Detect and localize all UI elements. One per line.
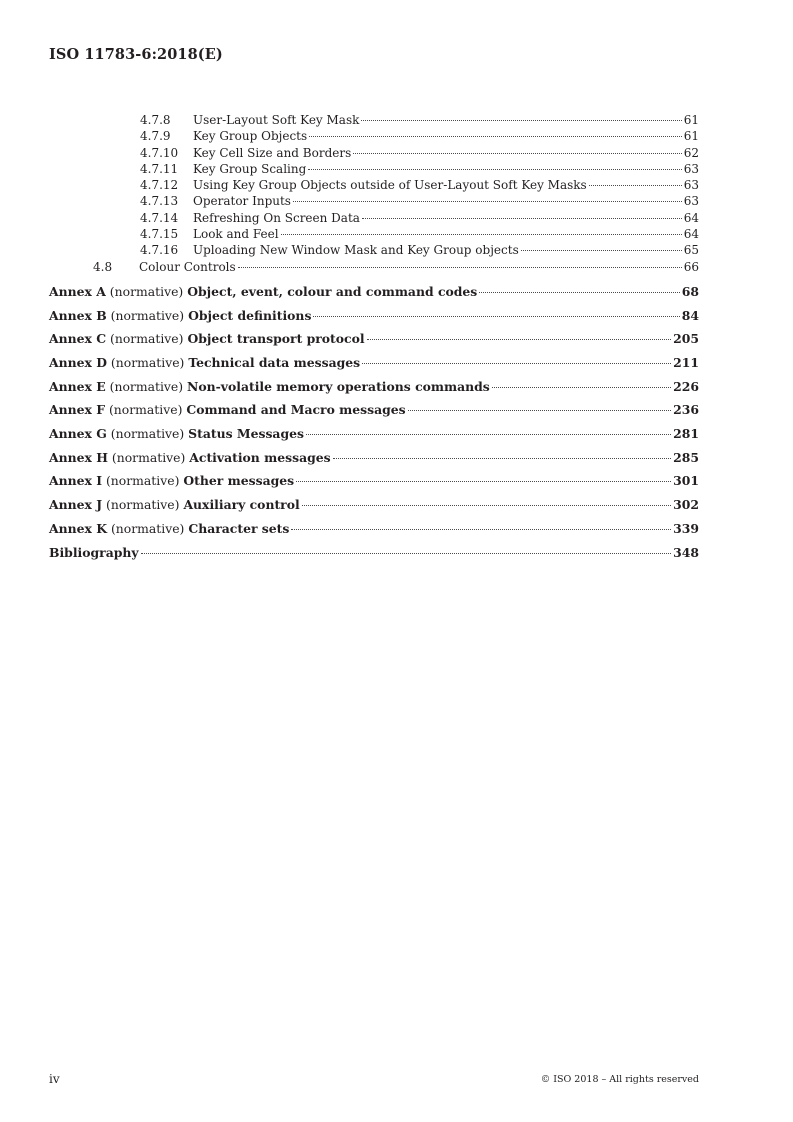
toc-page: 236	[673, 402, 699, 418]
toc-title: Key Group Scaling	[193, 161, 307, 176]
dot-leader	[408, 410, 671, 411]
toc-title: Uploading New Window Mask and Key Group objects	[193, 243, 519, 258]
toc-title: Colour Controls	[139, 259, 236, 274]
dot-leader	[361, 120, 681, 121]
toc-page: 281	[673, 426, 699, 442]
toc-number: 4.7.12	[140, 178, 179, 193]
toc-page: 63	[683, 178, 699, 193]
toc-number: 4.7.14	[140, 210, 179, 225]
annex-type: (normative)	[110, 520, 185, 536]
toc-number: 4.7.8	[140, 113, 171, 127]
dot-leader	[238, 267, 682, 268]
toc-title: Refreshing On Screen Data	[193, 210, 360, 225]
annex-type: (normative)	[110, 307, 185, 323]
toc-annex-k[interactable]	[49, 520, 699, 537]
toc-page: 61	[683, 129, 699, 144]
toc-page: 302	[673, 497, 699, 513]
toc-entry-4-8[interactable]	[49, 259, 699, 275]
toc-annex-g[interactable]	[49, 425, 699, 442]
toc-title: Key Group Objects	[193, 129, 308, 144]
dot-leader	[281, 234, 682, 235]
annex-type: (normative)	[110, 426, 185, 442]
toc-page: 61	[683, 113, 699, 127]
toc-annex-c[interactable]	[49, 330, 699, 347]
annex-label: Annex G	[49, 426, 107, 442]
annex-type: (normative)	[106, 497, 180, 513]
annex-type: (normative)	[109, 283, 184, 299]
annex-title: Auxiliary control	[183, 497, 300, 513]
annex-label: Annex J	[49, 497, 103, 513]
dot-leader	[313, 316, 679, 317]
annex-type: (normative)	[109, 378, 184, 394]
annex-title: Status Messages	[188, 426, 304, 442]
toc-annex-j[interactable]	[49, 496, 699, 513]
dot-leader	[293, 201, 682, 202]
toc-entry-4-7-14[interactable]	[49, 210, 699, 226]
annex-title: Other messages	[183, 473, 295, 489]
annex-title: Object definitions	[188, 307, 312, 323]
annex-type: (normative)	[111, 449, 186, 465]
document-id: ISO 11783-6:2018(E)	[49, 46, 223, 63]
toc-page: 348	[673, 544, 699, 560]
annex-label: Annex F	[49, 402, 106, 418]
toc-number: 4.7.11	[140, 161, 179, 176]
toc-entry-4-7-16[interactable]	[49, 242, 699, 258]
toc-annex-f[interactable]	[49, 401, 699, 418]
toc-page: 285	[673, 449, 699, 465]
toc-annex-e[interactable]	[49, 378, 699, 395]
dot-leader	[362, 363, 671, 364]
toc-entry-4-7-9[interactable]	[49, 128, 699, 144]
toc-page: 64	[683, 210, 699, 225]
dot-leader	[296, 481, 671, 482]
annex-title: Object, event, colour and command codes	[187, 283, 478, 299]
toc-page: 205	[673, 331, 699, 347]
annex-label: Annex C	[49, 331, 107, 347]
toc-annex-i[interactable]	[49, 472, 699, 489]
annex-type: (normative)	[108, 402, 183, 418]
annex-label: Annex K	[49, 520, 107, 536]
toc-page: 226	[673, 378, 699, 394]
toc-page: 63	[683, 161, 699, 176]
toc-page: 62	[683, 145, 699, 160]
dot-leader	[353, 153, 681, 154]
toc-number: 4.8	[93, 259, 113, 274]
dot-leader	[306, 434, 671, 435]
annex-type: (normative)	[110, 355, 185, 371]
toc-annex-h[interactable]	[49, 449, 699, 466]
toc-number: 4.7.9	[140, 129, 171, 144]
annex-label: Annex A	[49, 283, 106, 299]
dot-leader	[479, 292, 679, 293]
toc-number: 4.7.13	[140, 194, 179, 209]
toc-title: User-Layout Soft Key Mask	[193, 113, 360, 127]
annex-title: Activation messages	[189, 449, 331, 465]
dot-leader	[291, 529, 671, 530]
dot-leader	[492, 387, 671, 388]
annex-label: Annex H	[49, 449, 108, 465]
dot-leader	[367, 339, 672, 340]
toc-number: 4.7.10	[140, 145, 179, 160]
toc-page: 84	[681, 307, 699, 323]
toc-page: 211	[673, 355, 699, 371]
toc-title: Using Key Group Objects outside of User-Layout Soft Key Masks	[193, 178, 587, 193]
dot-leader	[141, 553, 672, 554]
toc-bibliography[interactable]	[49, 544, 699, 561]
toc-title: Key Cell Size and Borders	[193, 145, 352, 160]
annex-label: Annex D	[49, 355, 107, 371]
page-number: iv	[49, 1072, 60, 1086]
toc-entry-4-7-12[interactable]	[49, 177, 699, 193]
dot-leader	[333, 458, 671, 459]
annex-title: Non-volatile memory operations commands	[187, 378, 490, 394]
bibliography-title: Bibliography	[49, 544, 139, 560]
toc-page: 65	[683, 243, 699, 258]
dot-leader	[308, 169, 681, 170]
dot-leader	[589, 185, 682, 186]
annex-title: Object transport protocol	[187, 331, 365, 347]
toc-annex-d[interactable]	[49, 354, 699, 371]
annex-label: Annex E	[49, 378, 106, 394]
dot-leader	[302, 505, 671, 506]
annex-title: Command and Macro messages	[186, 402, 406, 418]
toc-page: 66	[683, 259, 699, 274]
toc-number: 4.7.15	[140, 227, 179, 242]
dot-leader	[309, 136, 682, 137]
toc-title: Operator Inputs	[193, 194, 291, 209]
annex-title: Technical data messages	[188, 355, 361, 371]
toc-entry-4-7-8[interactable]	[49, 112, 699, 128]
toc-page: 68	[681, 283, 699, 299]
toc-page: 339	[673, 520, 699, 536]
dot-leader	[362, 218, 682, 219]
toc-entry-4-7-13[interactable]	[49, 193, 699, 209]
toc-title: Look and Feel	[193, 227, 279, 242]
toc-annex-b[interactable]	[49, 307, 699, 324]
toc-page: 64	[683, 227, 699, 242]
annex-type: (normative)	[105, 473, 180, 489]
toc-page: 63	[683, 194, 699, 209]
annex-type: (normative)	[110, 331, 184, 347]
toc-entry-4-7-10[interactable]	[49, 145, 699, 161]
annex-label: Annex I	[49, 473, 103, 489]
copyright-notice: © ISO 2018 – All rights reserved	[540, 1074, 699, 1085]
table-of-contents	[49, 112, 699, 561]
dot-leader	[521, 250, 682, 251]
toc-annex-a[interactable]	[49, 283, 699, 300]
toc-entry-4-7-11[interactable]	[49, 161, 699, 177]
annex-title: Character sets	[188, 520, 290, 536]
annex-label: Annex B	[49, 307, 107, 323]
toc-number: 4.7.16	[140, 243, 179, 258]
toc-entry-4-7-15[interactable]	[49, 226, 699, 242]
toc-page: 301	[673, 473, 699, 489]
